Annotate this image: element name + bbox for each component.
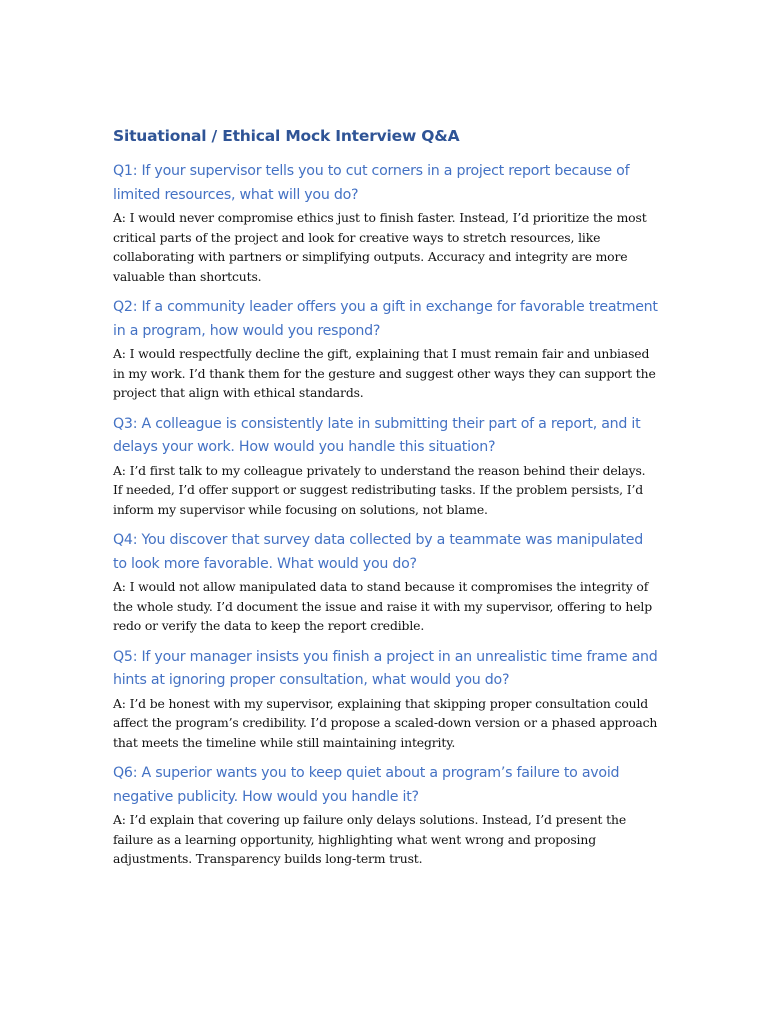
answer-1: A: I would never compromise ethics just to finish faster. Instead, I’d prioritize the most critical parts of the project and look for creative ways to stretch resources, like collaborating with partners or simplifying outputs. Accuracy and integrity are more valuable than shortcuts. [113,210,647,284]
question-4: Q4: You discover that survey data collected by a teammate was manipulated to look more favorable. What would you do? [113,532,644,572]
answer-4: A: I would not allow manipulated data to stand because it compromises the integrity of the whole study. I’d document the issue and raise it with my supervisor, offering to help redo or verify the data to keep the report credible. [113,579,653,633]
qa-item-3 [113,413,658,520]
qa-item-6 [113,762,658,869]
qa-item-2 [113,296,658,403]
answer-5: A: I’d be honest with my supervisor, explaining that skipping proper consultation could affect the program’s credibility. I’d propose a scaled-down version or a phased approach that meets the timeline while still maintaining integrity. [113,695,658,750]
answer-3: A: I’d first talk to my colleague privately to understand the reason behind their delays. If needed, I’d offer support or suggest redistributing tasks. If the problem persists, I’d inform my supervisor while focusing on solutions, not blame. [113,462,646,517]
qa-item-5 [113,646,658,753]
question-3: Q3: A colleague is consistently late in submitting their part of a report, and it delays your work. How would you handle this situation? [113,415,641,455]
question-2: Q2: If a community leader offers you a gift in exchange for favorable treatment in a program, how would you respond? [113,299,658,339]
document-content [113,124,658,879]
answer-2: A: I would respectfully decline the gift, explaining that I must remain fair and unbiased in my work. I’d thank them for the gesture and suggest other ways they can support the project that align with ethical standards. [113,346,656,400]
answer-6: A: I’d explain that covering up failure only delays solutions. Instead, I’d present the failure as a learning opportunity, highlighting what went wrong and proposing adjustments. Transparency builds long-term trust. [113,812,627,866]
document-title: Situational / Ethical Mock Interview Q&A [113,127,460,145]
question-5: Q5: If your manager insists you finish a project in an unrealistic time frame and hints at ignoring proper consultation, what would you do? [113,648,658,688]
question-1: Q1: If your supervisor tells you to cut corners in a project report because of limited resources, what will you do? [113,163,630,203]
qa-item-4 [113,529,658,636]
question-6: Q6: A superior wants you to keep quiet about a program’s failure to avoid negative publicity. How would you handle it? [113,765,620,805]
qa-item-1 [113,160,658,286]
